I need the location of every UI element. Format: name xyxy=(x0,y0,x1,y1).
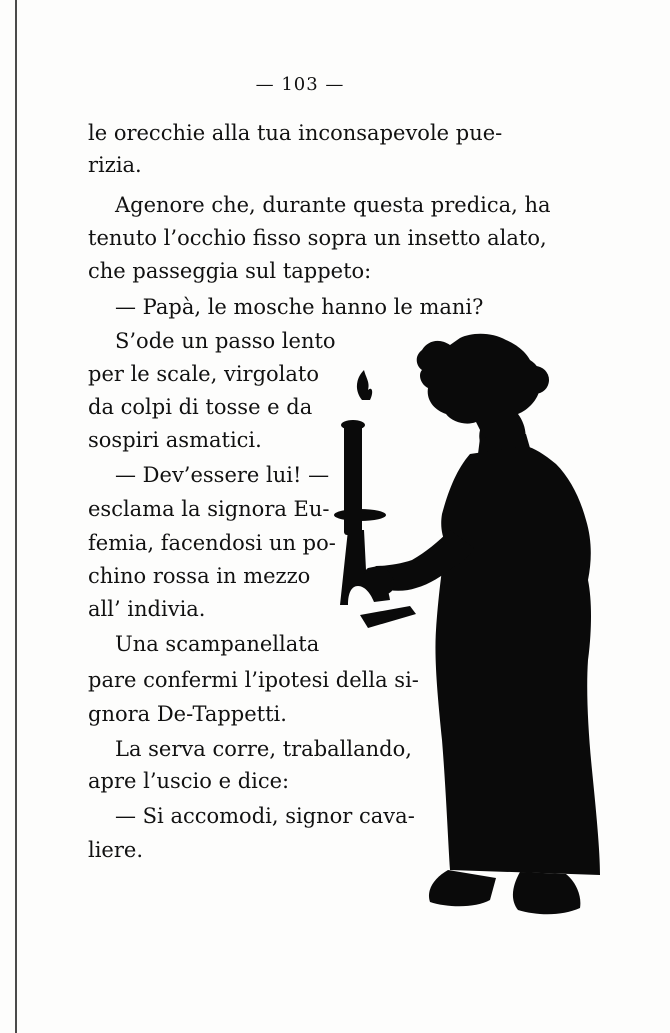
text-line: per le scale, virgolato xyxy=(88,362,319,386)
text-line: — Dev’essere lui! — xyxy=(115,463,330,487)
text-line: da colpi di tosse e da xyxy=(88,395,313,419)
text-line: Agenore che, durante questa predica, ha xyxy=(115,193,551,217)
text-line: S’ode un passo lento xyxy=(115,329,336,353)
text-line: apre l’uscio e dice: xyxy=(88,769,290,793)
text-line: gnora De-Tappetti. xyxy=(88,702,287,726)
woman-with-candle-silhouette xyxy=(330,330,620,940)
text-line: Una scampanellata xyxy=(115,632,320,656)
page-number: — 103 — xyxy=(255,74,345,95)
text-line: femia, facendosi un po- xyxy=(88,531,336,555)
text-line: esclama la signora Eu- xyxy=(88,497,330,521)
text-line: all’ indivia. xyxy=(88,597,206,621)
text-line: sospiri asmatici. xyxy=(88,428,262,452)
text-line: tenuto l’occhio fisso sopra un insetto alato, xyxy=(88,226,547,250)
text-line: chino rossa in mezzo xyxy=(88,564,311,588)
text-line: — Si accomodi, signor cava- xyxy=(115,804,415,828)
text-line: che passeggia sul tappeto: xyxy=(88,259,372,283)
text-line: le orecchie alla tua inconsapevole pue- xyxy=(88,121,503,145)
text-line: liere. xyxy=(88,838,144,862)
text-line: — Papà, le mosche hanno le mani? xyxy=(115,295,484,319)
text-line: pare confermi l’ipotesi della si- xyxy=(88,668,419,692)
text-line: La serva corre, traballando, xyxy=(115,737,412,761)
text-line: rizia. xyxy=(88,153,142,177)
binding-edge xyxy=(15,0,17,1033)
